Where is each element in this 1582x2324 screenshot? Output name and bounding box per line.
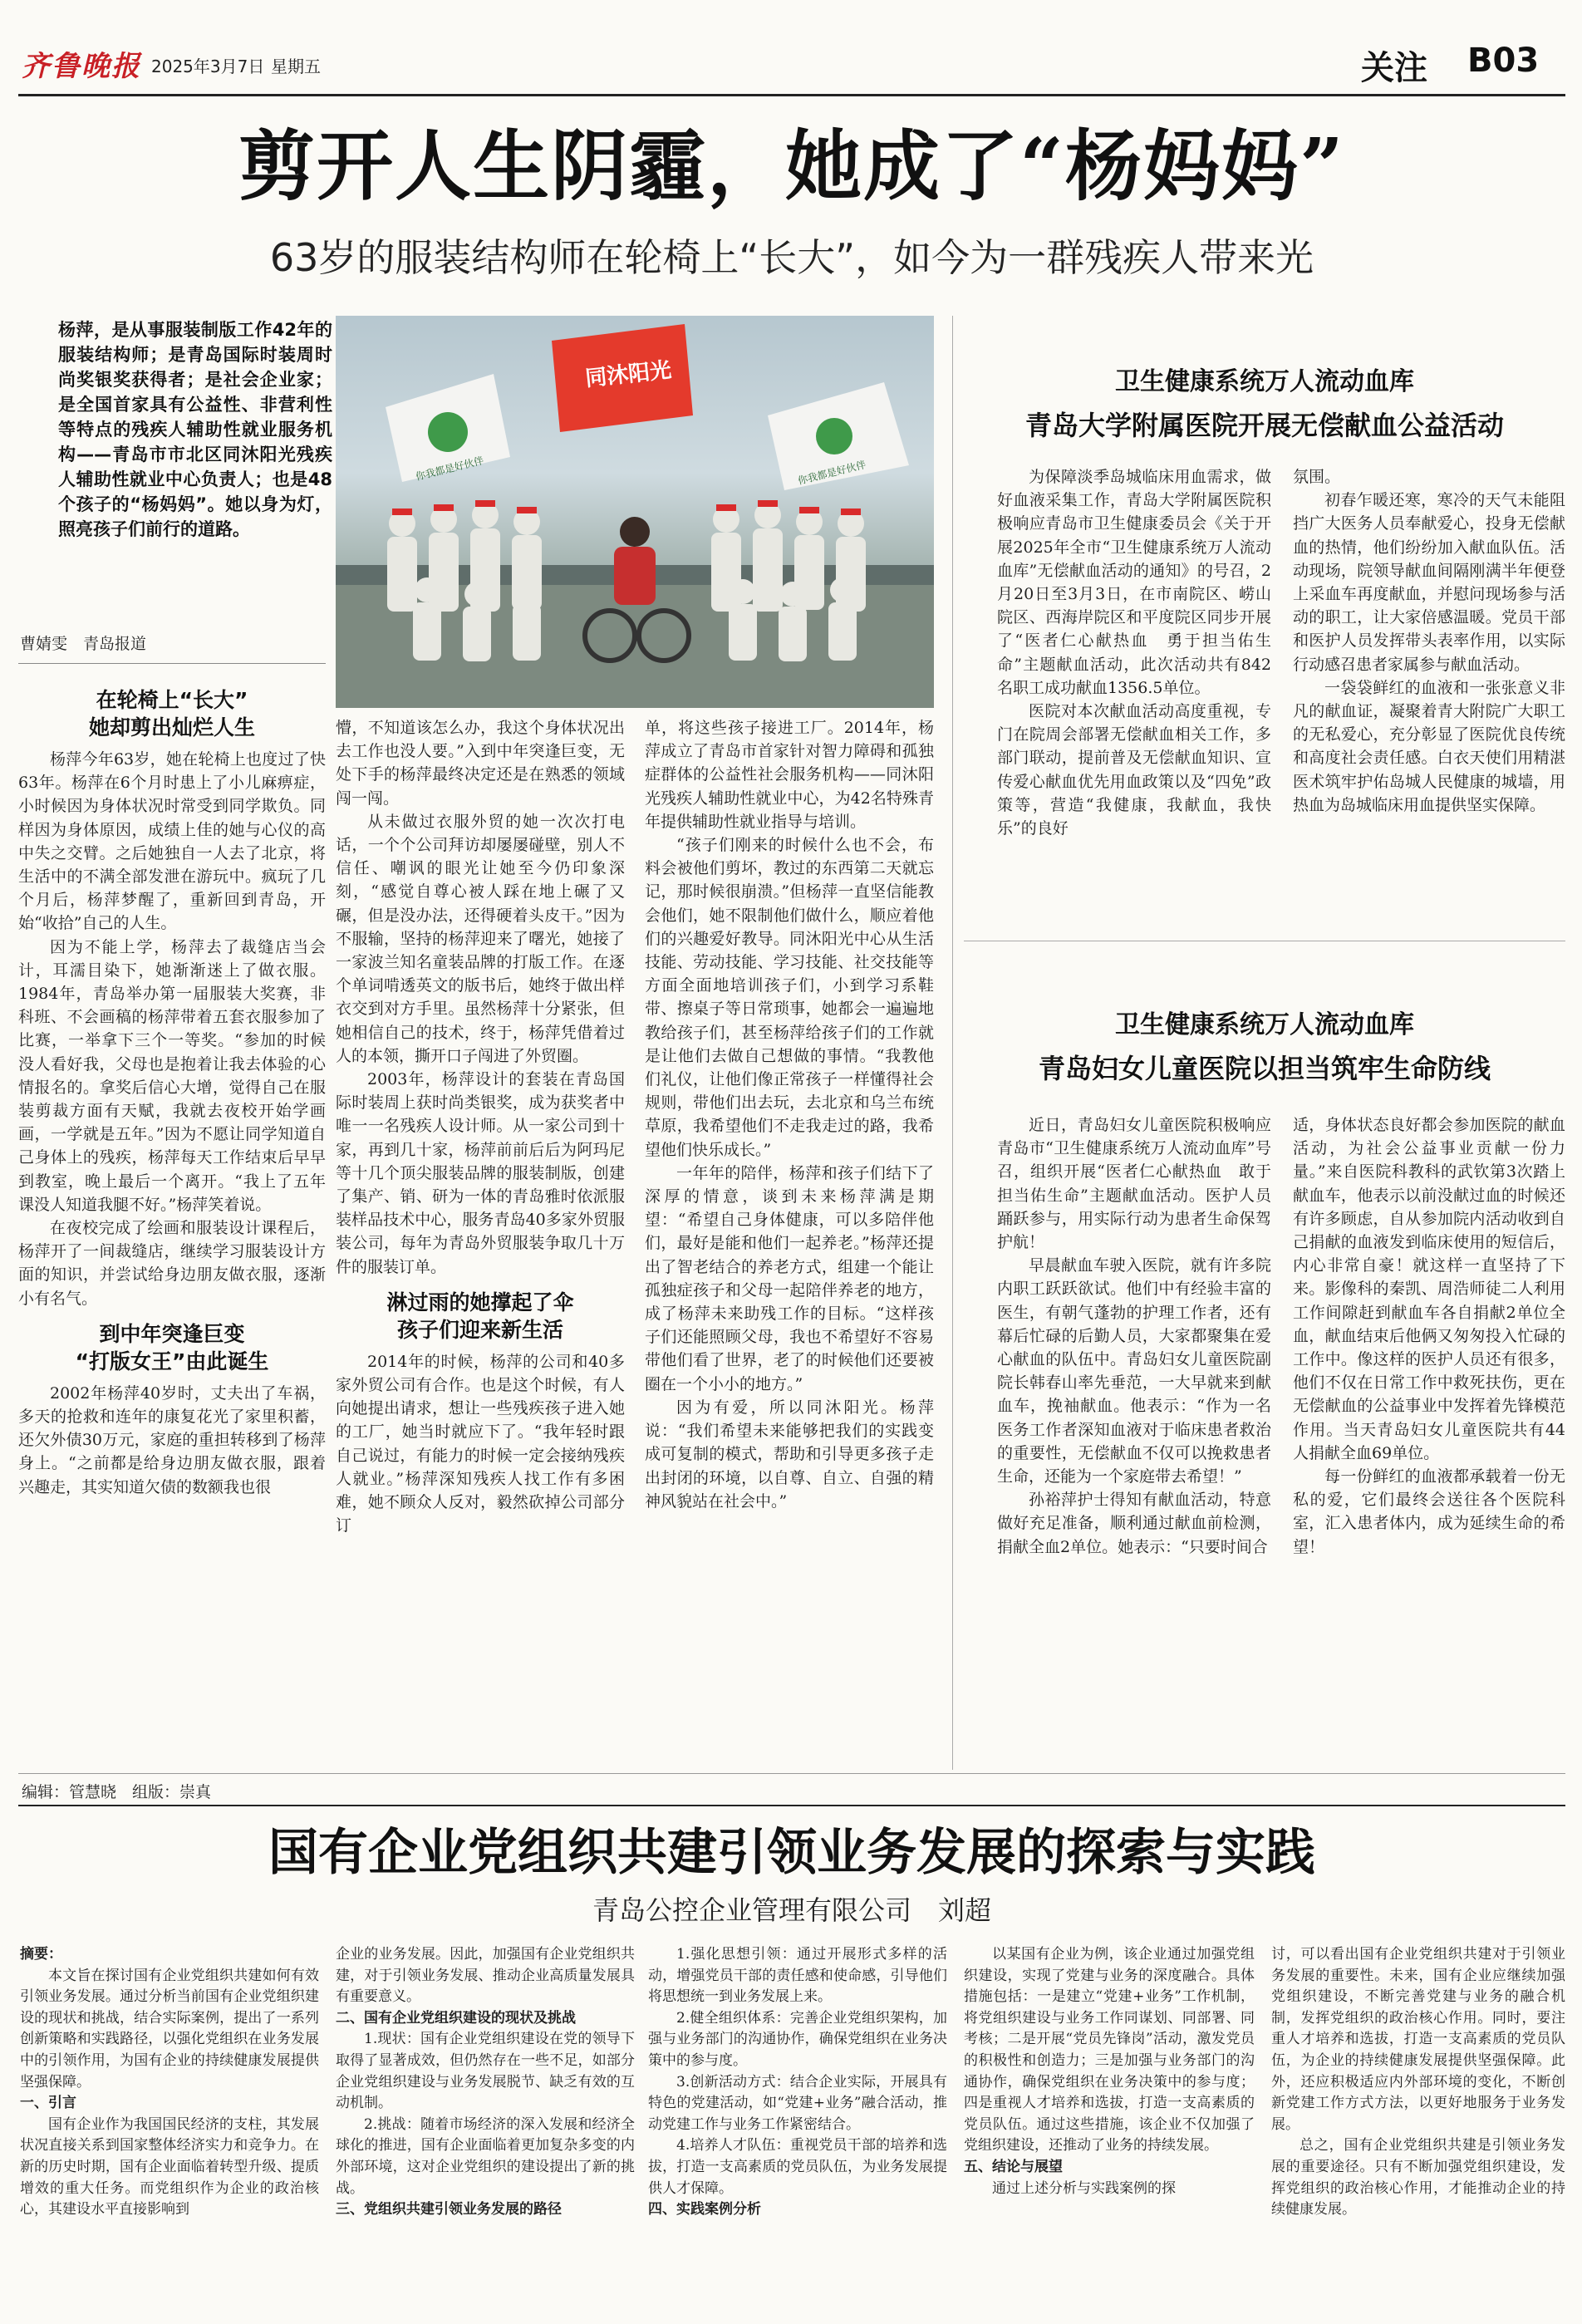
paragraph: 一年年的陪伴，杨萍和孩子们结下了深厚的情意，谈到未来杨萍满是期望：“希望自己身体健康，可以多陪伴他们，最好是能和他们一起养老。”杨萍还提出了智老结合的养老方式，组建一个能让孤独症孩子和父母一起陪伴养老的地方，成了杨萍未来助残工作的目标。“这样孩子们还能照顾父母，我也不希望好不容易带他们看了世界，老了的时候他们还要被圈在一个小小的地方。” — [645, 1163, 934, 1393]
paragraph: 3.创新活动方式：结合企业实际，开展具有特色的党建活动，如“党建+业务”融合活动，推动党建工作与业务工作紧密结合。 — [648, 2073, 947, 2133]
paragraph: 因为有爱，所以同沐阳光。杨萍说：“我们希望未来能够把我们的实践变成可复制的模式，帮助和引导更多孩子走出封闭的环境，以自尊、自立、自强的精神风貌站在社会中。” — [645, 1398, 934, 1511]
paragraph: 总之，国有企业党组织共建是引领业务发展的重要途径。只有不断加强党组织建设，发挥党组织的政治核心作用，才能推动企业的持续健康发展。 — [1271, 2137, 1565, 2218]
main-column-1 — [18, 676, 326, 1769]
main-column-3 — [645, 716, 934, 1770]
paragraph: 近日，青岛妇女儿童医院积极响应青岛市“卫生健康系统万人流动血库”号召，组织开展“医者仁心献热血 敢于担当佑生命”主题献血活动。医护人员踊跃参与，用实际行动为患者生命保驾护航！ — [997, 1116, 1271, 1252]
abstract-label: 摘要： — [20, 1946, 62, 1963]
paragraph: 懵，不知道该怎么办，我这个身体状况出去工作也没人要。”入到中年突逢巨变，无处下手的杨萍最终决定还是在熟悉的领域闯一闯。 — [336, 719, 625, 808]
paragraph: “孩子们刚来的时候什么也不会，布料会被他们剪坏，教过的东西第二天就忘记，那时候很崩溃。”但杨萍一直坚信能教会他们，她不限制他们做什么，顺应着他们的兴趣爱好教导。同沐阳光中心从生活技能、劳动技能、学习技能、社交技能等方面全面地培训孩子们，小到学习系鞋带、擦桌子等日常琐事，她都会一遍遍地教给孩子们，甚至杨萍给孩子们的工作就是让他们去做自己想做的事情。“我教他们礼仪，让他们像正常孩子一样懂得社会规则，带他们出去玩，去北京和乌兰布统草原，我希望他们不走我走过的路，我希望他们快乐成长。” — [645, 836, 934, 1159]
paragraph: 初春乍暖还寒，寒冷的天气未能阻挡广大医务人员奉献爱心，投身无偿献血的热情，他们纷纷加入献血队伍。活动现场，院领导献血间隔刚满半年便登上采血车再度献血，并慰问现场参与活动的职工，让大家倍感温暖。党员干部和医护人员发挥带头表率作用，以实际行动感召患者家属参与献血活动。 — [1293, 491, 1565, 674]
story3-column-1 — [997, 1113, 1271, 1770]
story4-column-2 — [336, 1944, 635, 2310]
paragraph: 2.挑战：随着市场经济的深入发展和经济全球化的推进，国有企业面临着更加复杂多变的内外部环境，这对企业党组织的建设提出了新的挑战。 — [336, 2115, 635, 2197]
paragraph: 通过上述分析与实践案例的探 — [992, 2179, 1176, 2197]
paragraph: 1.强化思想引领：通过开展形式多样的活动，增强党员干部的责任感和使命感，引导他们将思想统一到业务发展上来。 — [648, 1946, 947, 2006]
paragraph — [20, 1944, 319, 1966]
paragraph: 1.现状：国有企业党组织建设在党的领导下取得了显著成效，但仍然存在一些不足，如部分企业党组织建设与业务发展脱节、缺乏有效的互动机制。 — [336, 2031, 635, 2112]
story2-column-2 — [1293, 465, 1565, 931]
flag-text-2: 你我都是好伙伴 — [414, 454, 485, 483]
paragraph: 2002年杨萍40岁时，丈夫出了车祸，多天的抢救和连年的康复花光了家里积蓄，还欠外债30万元，家庭的重担转移到了杨萍身上。“之前都是给身边朋友做衣服，跟着兴趣走，其实知道欠债的数额我也很 — [18, 1383, 326, 1496]
main-lead: 杨萍，是从事服装制版工作42年的服装结构师；是青岛国际时装周时尚奖银奖获得者；是社会企业家；是全国首家具有公益性、非营利性等特点的残疾人辅助性就业服务机构——青岛市市北区同沐阳光残疾人辅助性就业中心负责人；也是48个孩子的“杨妈妈”。她以身为灯，照亮孩子们前行的道路。 — [58, 320, 332, 539]
paragraph: 五、结论与展望 — [964, 2158, 1063, 2175]
flag-text-3: 你我都是好伙伴 — [796, 459, 867, 487]
main-headline: 剪开人生阴霾，她成了“杨妈妈” — [238, 121, 1345, 211]
main-subheadline: 63岁的服装结构师在轮椅上“长大”，如今为一群残疾人带来光 — [269, 235, 1314, 280]
main-column-2 — [336, 716, 625, 1770]
subhead-2: 到中年突逢巨变 “打版女王”由此诞生 — [75, 1321, 269, 1373]
byline-rule — [18, 663, 326, 664]
paragraph: 因为不能上学，杨萍去了裁缝店当会计，耳濡目染下，她渐渐迷上了做衣服。1984年，青岛举办第一届服装大奖赛，非科班、不会画稿的杨萍带着五套衣服参加了比赛，一举拿下三个一等奖。“参加的时候没人看好我，父母也是抱着让我去体验的心情报名的。拿奖后信心大增，觉得自己在服装剪裁方面有天赋，我就去夜校开始学画画，一学就是五年。”因为不愿让同学知道自己身体上的残疾，杨萍每天工作结束后早早到教室，晚上最后一个离开。“我上了五年课没人知道我腿不好。”杨萍笑着说。 — [18, 937, 326, 1214]
paragraph: 4.培养人才队伍：重视党员干部的培养和选拔，打造一支高素质的党员队伍，为业务发展提供人才保障。 — [648, 2137, 947, 2197]
paragraph: 孙裕萍护士得知有献血活动，特意做好充足准备，顺利通过献血前检测，捐献全血2单位。她表示：“只要时间合 — [997, 1491, 1271, 1556]
paragraph: 四、实践案例分析 — [648, 2201, 761, 2218]
story3-kicker: 卫生健康系统万人流动血库 — [1115, 1010, 1414, 1039]
paragraph: 在夜校完成了绘画和服装设计课程后，杨萍开了一间裁缝店，继续学习服装设计方面的知识，并尝试给身边朋友做衣服，逐渐小有名气。 — [18, 1219, 326, 1308]
column-divider — [952, 316, 953, 1770]
paragraph: 讨，可以看出国有企业党组织共建对于引领业务发展的重要性。未来，国有企业应继续加强党组织建设，不断完善党建与业务的融合机制，发挥党组织的政治核心作用。同时，要注重人才培养和选拔，打造一支高素质的党员队伍，为企业的持续健康发展提供坚强保障。此外，还应积极适应内外部环境的变化，不断创新党建工作方式方法，以更好地服务于业务发展。 — [1271, 1946, 1565, 2133]
paragraph: 2003年，杨萍设计的套装在青岛国际时装周上获时尚类银奖，成为获奖者中唯一一名残疾人设计师。从一家公司到十家，再到几十家，杨萍前前后后为阿玛尼等十几个顶尖服装品牌的服装制版，创建了集产、销、研为一体的青岛雅时依派服装样品技术中心，服务青岛40多家外贸服装公司，每年为青岛外贸服装争取几十万件的服装订单。 — [336, 1070, 625, 1276]
story2-column-1 — [997, 465, 1271, 931]
story4-column-1 — [20, 1944, 319, 2310]
paragraph: 氛围。 — [1293, 468, 1341, 486]
issue-date: 2025年3月7日 — [151, 57, 265, 76]
paragraph: 国有企业作为我国国民经济的支柱，其发展状况直接关系到国家整体经济实力和竞争力。在新的历史时期，国有企业面临着转型升级、提质增效的重大任务。而党组织作为企业的政治核心，其建设水平直接影响到 — [20, 2115, 319, 2218]
story2-headline: 青岛大学附属医院开展无偿献血公益活动 — [1024, 410, 1504, 441]
paragraph: 杨萍今年63岁，她在轮椅上也度过了快63年。杨萍在6个月时患上了小儿麻痹症，小时候因为身体状况时常受到同学欺负。同样因为身体原因，成绩上佳的她与心仪的高中失之交臂。之后她独自一人去了北京，将生活中的不满全部发泄在游玩中。疯玩了几个月后，杨萍梦醒了，重新回到青岛，开始“收拾”自己的人生。 — [18, 750, 326, 933]
newspaper-logo: 齐鲁晚报 — [22, 50, 141, 83]
paragraph: 每一份鲜红的血液都承载着一份无私的爱，它们最终会送往各个医院科室，汇入患者体内，成为延续生命的希望！ — [1293, 1467, 1565, 1556]
paragraph: 一袋袋鲜红的血液和一张张意义非凡的献血证，凝聚着青大附院广大职工的无私爱心，充分彰显了医院优良传统和高度社会责任感。白衣天使们用精湛医术筑牢护佑岛城人民健康的城墙，用热血为岛城临床用血提供坚实保障。 — [1293, 678, 1565, 814]
flag-text-1: 同沐阳光 — [583, 357, 673, 392]
paragraph: 适，身体状态良好都会参加医院的献血活动，为社会公益事业贡献一份力量。”来自医院科教科的武钦第3次踏上献血车，他表示以前没献过血的时候还有许多顾虑，自从参加院内活动收到自己捐献的血液发到临床使用的短信后，内心非常自豪！就这样一直坚持了下来。影像科的秦凯、周浩师徒二人利用工作间隙赶到献血车各自捐献2单位全血，献血结束后他俩又匆匆投入忙碌的工作中。像这样的医护人员还有很多，他们不仅在日常工作中救死扶伤，更在无偿献血的公益事业中发挥着先锋模范作用。当天青岛妇女儿童医院共有44人捐献全血69单位。 — [1293, 1116, 1565, 1462]
page-number: B03 — [1467, 42, 1540, 80]
story4-column-5 — [1271, 1944, 1565, 2310]
paragraph: 一、引言 — [20, 2095, 76, 2112]
subhead-3: 淋过雨的她撑起了伞 孩子们迎来新生活 — [386, 1290, 574, 1342]
main-byline: 曹婧雯 青岛报道 — [20, 635, 147, 653]
paragraph: 三、党组织共建引领业务发展的路径 — [336, 2201, 562, 2218]
story4-byline: 青岛公控企业管理有限公司 刘超 — [592, 1894, 991, 1926]
story3-headline: 青岛妇女儿童医院以担当筑牢生命防线 — [1038, 1053, 1491, 1084]
paragraph: 二、国有企业党组织建设的现状及挑战 — [336, 2009, 576, 2027]
section-name: 关注 — [1361, 49, 1427, 87]
subhead-1: 在轮椅上“长大” 她却剪出灿烂人生 — [88, 688, 255, 739]
section-rule — [18, 1805, 1565, 1806]
group-photo — [336, 316, 934, 708]
paragraph: 2014年的时候，杨萍的公司和40多家外贸公司有合作。也是这个时候，有人向她提出请求，想让一些残疾孩子进入她的工厂，她当时就应下了。“我年轻时跟自己说过，有能力的时候一定会接纳残疾人就业。”杨萍深知残疾人找工作有多困难，她不顾众人反对，毅然砍掉公司部分订 — [336, 1352, 625, 1535]
story2-kicker: 卫生健康系统万人流动血库 — [1115, 367, 1414, 396]
paragraph: 以某国有企业为例，该企业通过加强党组织建设，实现了党建与业务的深度融合。具体措施包括：一是建立“党建+业务”工作机制，将党组织建设与业务工作同谋划、同部署、同考核；二是开展“党员先锋岗”活动，激发党员的积极性和创造力；三是加强与业务部门的沟通协作，确保党组织在业务决策中的参与度；四是重视人才培养和选拔，打造一支高素质的党员队伍。通过这些措施，该企业不仅加强了党组织建设，还推动了业务的持续发展。 — [964, 1946, 1255, 2154]
paragraph: 单，将这些孩子接进工厂。2014年，杨萍成立了青岛市首家针对智力障碍和孤独症群体的公益性社会服务机构——同沐阳光残疾人辅助性就业中心，为42名特殊青年提供辅助性就业指导与培训。 — [645, 719, 934, 831]
paragraph: 本文旨在探讨国有企业党组织共建如何有效引领业务发展。通过分析当前国有企业党组织建设的现状和挑战，结合实际案例，提出了一系列创新策略和实践路径，以强化党组织在业务发展中的引领作用，为国有企业的持续健康发展提供坚强保障。 — [20, 1967, 319, 2091]
story4-column-3 — [648, 1944, 947, 2310]
paragraph: 医院对本次献血活动高度重视，专门在院周会部署无偿献血相关工作，多部门联动，提前普及无偿献血知识、宣传爱心献血优先用血政策以及“四免”政策等，营造“我健康，我献血，我快乐”的良好 — [997, 702, 1271, 838]
credits-line: 编辑：管慧晓 组版：崇真 — [22, 1783, 212, 1801]
issue-weekday: 星期五 — [271, 57, 321, 76]
paragraph: 2.健全组织体系：完善企业党组织架构，加强与业务部门的沟通协作，确保党组织在业务决策中的参与度。 — [648, 2009, 947, 2069]
credits-rule — [18, 1773, 1565, 1774]
paragraph: 为保障淡季岛城临床用血需求，做好血液采集工作，青岛大学附属医院积极响应青岛市卫生健康委员会《关于开展2025年全市“卫生健康系统万人流动血库”无偿献血活动的通知》的号召，2月20日至3月3日，在市南院区、崂山院区、西海岸院区和平度院区同步开展了“医者仁心献热血 勇于担当佑生命”主题献血活动，此次活动共有842名职工成功献血1356.5单位。 — [997, 468, 1271, 697]
story3-column-2 — [1293, 1113, 1565, 1770]
paragraph: 企业的业务发展。因此，加强国有企业党组织共建，对于引领业务发展、推动企业高质量发展具有重要意义。 — [336, 1946, 635, 2006]
story4-column-4 — [964, 1944, 1255, 2310]
masthead-rule — [18, 94, 1565, 96]
paragraph: 早晨献血车驶入医院，就有许多院内职工跃跃欲试。他们中有经验丰富的医生，有朝气蓬勃的护理工作者，还有幕后忙碌的后勤人员，大家都聚集在爱心献血的队伍中。青岛妇女儿童医院副院长韩春山率先垂范，一大早就来到献血车，挽袖献血。他表示：“作为一名医务工作者深知血液对于临床患者救治的重要性，无偿献血不仅可以挽救患者生命，还能为一个家庭带去希望！” — [997, 1256, 1271, 1486]
paragraph: 从未做过衣服外贸的她一次次打电话，一个个公司拜访却屡屡碰壁，别人不信任、嘲讽的眼光让她至今仍印象深刻，“感觉自尊心被人踩在地上碾了又碾，但是没办法，还得硬着头皮干。”因为不服输，坚持的杨萍迎来了曙光，她接了一家波兰知名童装品牌的打版工作。在逐个单词啃透英文的版书后，她终于做出样衣交到对方手里。虽然杨萍十分紧张，但她相信自己的技术，终于，杨萍凭借着过人的本领，撕开口子闯进了外贸圈。 — [336, 812, 625, 1065]
story4-headline: 国有企业党组织共建引领业务发展的探索与实践 — [268, 1824, 1315, 1882]
